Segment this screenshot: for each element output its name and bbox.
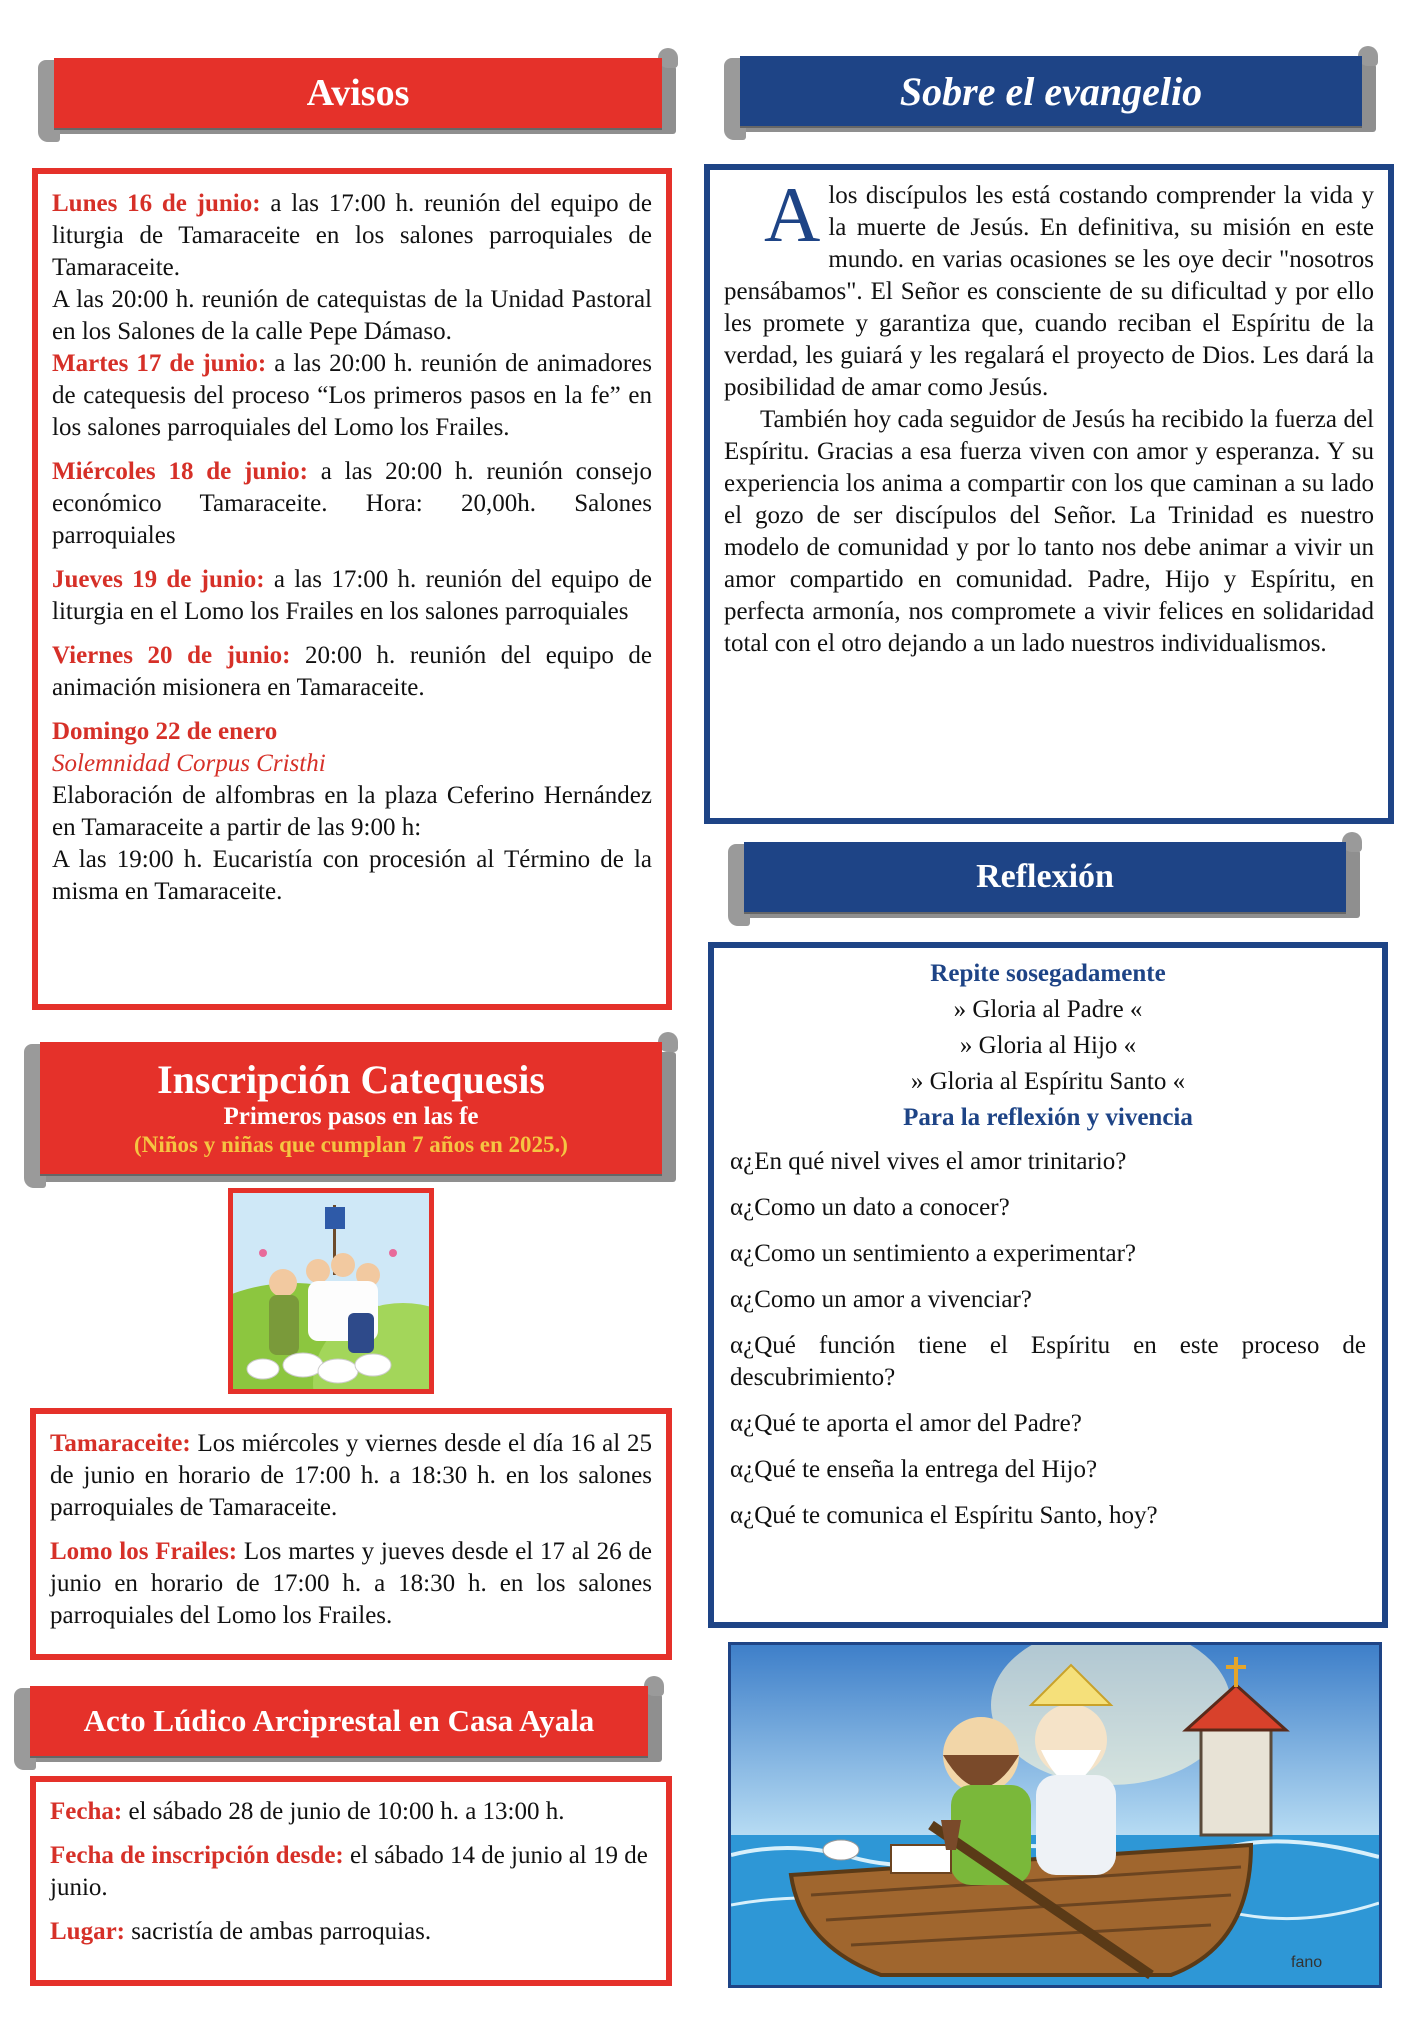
lomo-text: Los martes y jueves desde el 17 al 26 de junio en horario de 17:00 h. a 18:30 h. en los salones parroquiales del Lomo los Frailes. [50,1538,652,1629]
reflexion-banner [730,836,1360,932]
reflexion-question: α¿Qué función tiene el Espíritu en este proceso de descubrimiento? [730,1332,1366,1391]
domingo-subtitle: Solemnidad Corpus Cristhi [52,750,326,777]
reflexion-repite: Repite sosegadamente [930,960,1166,987]
inscripcion-subtitle: Primeros pasos en las fe [223,1103,479,1131]
reflexion-question: α¿Qué te aporta el amor del Padre? [730,1410,1082,1437]
inscripcion-banner [26,1036,676,1194]
evangelio-p1-text: los discípulos les está costando comprender la vida y la muerte de Jesús. En definitiva, su misión en este mundo. en varias ocasiones se les oye decir "nosotros pensábamos". El Señor es consciente de su dificultad y por ello les promete y garantiza que, cuando reciban el Espíritu de la verdad, les guiará y les regalará el proyecto de Dios. Les dará la posibilidad de amar como Jesús. [724,182,1374,401]
acto-title: Acto Lúdico Arciprestal en Casa Ayala [30,1686,648,1756]
reflexion-para: Para la reflexión y vivencia [903,1104,1193,1131]
inscripcion-fecha-label: Fecha de inscripción desde: [50,1842,344,1869]
inscripcion-box [30,1408,672,1660]
fecha-label: Fecha: [50,1798,123,1825]
reflexion-question: α¿Como un dato a conocer? [730,1194,1010,1221]
aviso-jueves-label: Jueves 19 de junio: [52,566,265,593]
avisos-title: Avisos [54,58,662,128]
reflexion-gloria1: » Gloria al Padre « [953,996,1143,1023]
boat-illustration [728,1642,1382,1988]
aviso-viernes-label: Viernes 20 de junio: [52,642,291,669]
reflexion-question: α¿Qué te comunica el Espíritu Santo, hoy? [730,1502,1158,1529]
aviso-martes-text: a las 20:00 h. reunión de animadores de catequesis del proceso “Los primeros pasos en la fe” en los salones parroquiales del Lomo los Frailes. [52,350,652,441]
evangelio-p1 [724,171,1374,404]
aviso-martes-label: Martes 17 de junio: [52,350,267,377]
evangelio-banner [726,50,1376,146]
lomo-label: Lomo los Frailes: [50,1538,238,1565]
acto-banner [16,1680,662,1776]
evangelio-box [704,164,1394,824]
evangelio-title: Sobre el evangelio [740,56,1362,126]
fano-signature: fano [1291,1954,1323,1971]
aviso-viernes [52,640,652,704]
avisos-banner [40,52,676,148]
aviso-domingo [52,716,652,908]
inscripcion-title: Inscripción Catequesis [157,1057,545,1103]
reflexion-question: α¿En qué nivel vives el amor trinitario? [730,1148,1127,1175]
reflexion-title: Reflexión [744,842,1346,912]
aviso-lunes-label: Lunes 16 de junio: [52,190,261,217]
reflexion-question: α¿Como un amor a vivenciar? [730,1286,1032,1313]
aviso-miercoles-label: Miércoles 18 de junio: [52,458,308,485]
aviso-jueves [52,564,652,628]
aviso-catequistas [52,284,652,348]
lugar-label: Lugar: [50,1918,125,1945]
aviso-catequistas-text: A las 20:00 h. reunión de catequistas de la Unidad Pastoral en los Salones de la calle Pepe Dámaso. [52,286,652,345]
reflexion-question: α¿Como un sentimiento a experimentar? [730,1240,1137,1267]
domingo-label: Domingo 22 de enero [52,718,278,745]
avisos-box [32,168,672,1010]
aviso-martes [52,348,652,444]
fecha-text: el sábado 28 de junio de 10:00 h. a 13:00 h. [122,1798,565,1825]
evangelio-p2: También hoy cada seguidor de Jesús ha recibido la fuerza del Espíritu. Gracias a esa fuerza viven con amor y esperanza. Y su experiencia los anima a compartir con los que caminan a su lado el gozo de ser discípulos del Señor. La Trinidad es nuestro modelo de comunidad y por lo tanto nos debe animar a vivir un amor compartido en comunidad. Padre, Hijo y Espíritu, en perfecta armonía, nos compromete a vivir felices en solidaridad total con el otro dejando a un lado nuestros individualismos. [724,406,1374,657]
tamaraceite-text: Los miércoles y viernes desde el día 16 al 25 de junio en horario de 17:00 h. a 18:30 h. en los salones parroquiales de Tamaraceite. [50,1430,652,1521]
reflexion-gloria3: » Gloria al Espíritu Santo « [910,1068,1186,1095]
acto-inscripcion [50,1840,652,1904]
inscripcion-fecha-text: el sábado 14 de junio al 19 de junio. [50,1842,648,1901]
inscripcion-note: (Niños y niñas que cumplan 7 años en 2025.) [134,1132,568,1158]
reflexion-question: α¿Qué te enseña la entrega del Hijo? [730,1456,1098,1483]
lugar-text: sacristía de ambas parroquias. [125,1918,432,1945]
reflexion-box [708,942,1388,1628]
acto-fecha [50,1796,652,1828]
aviso-miercoles-text: a las 20:00 h. reunión consejo económico Tamaraceite. Hora: 20,00h. Salones parroquiales [52,458,652,549]
domingo-line1: Elaboración de alfombras en la plaza Ceferino Hernández en Tamaraceite a partir de las 9:00 h: [52,782,652,841]
reflexion-gloria2: » Gloria al Hijo « [959,1032,1137,1059]
aviso-lunes [52,188,652,284]
acto-lugar [50,1916,652,1948]
inscripcion-lomo [50,1536,652,1632]
acto-box [30,1776,672,1986]
inscripcion-tamaraceite [50,1428,652,1524]
evangelio-dropcap: A [764,171,821,258]
aviso-jueves-text: a las 17:00 h. reunión del equipo de liturgia en el Lomo los Frailes en los salones parroquiales [52,566,652,625]
aviso-viernes-text: 20:00 h. reunión del equipo de animación misionera en Tamaraceite. [52,642,652,701]
aviso-lunes-text: a las 17:00 h. reunión del equipo de liturgia de Tamaraceite en los salones parroquiales de Tamaraceite. [52,190,652,281]
domingo-line2: A las 19:00 h. Eucaristía con procesión al Término de la misma en Tamaraceite. [52,846,652,905]
children-illustration [228,1188,434,1394]
aviso-miercoles [52,456,652,552]
tamaraceite-label: Tamaraceite: [50,1430,191,1457]
